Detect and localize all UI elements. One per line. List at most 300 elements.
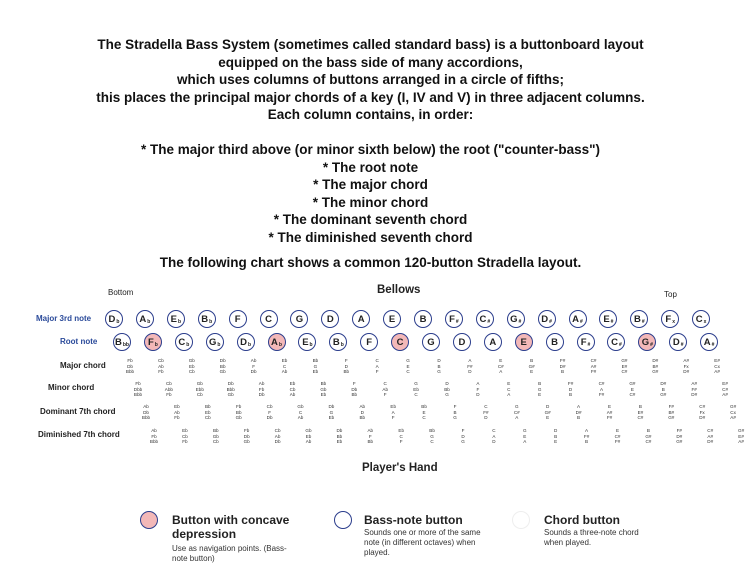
diminished-7th-button[interactable]: [300, 428, 318, 445]
diminished-7th-button[interactable]: [485, 428, 503, 445]
chord-note: D: [484, 415, 488, 421]
chord-note: D: [546, 404, 550, 409]
dominant-7th-button[interactable]: [137, 404, 155, 421]
chord-note: G: [453, 415, 457, 421]
chart-caption: The following chart shows a common 120-button Stradella layout.: [159, 255, 582, 270]
chord-note: Ab: [174, 409, 180, 415]
root-note-button[interactable]: [638, 333, 656, 351]
chord-note: Db: [143, 409, 149, 415]
diminished-7th-button[interactable]: [145, 428, 163, 445]
major-chord-button[interactable]: [214, 358, 232, 375]
chord-note: B: [569, 392, 573, 398]
intro-line: Each column contains, in order:: [267, 107, 474, 123]
chord-note: F: [375, 369, 379, 375]
chord-note: G#: [652, 369, 659, 375]
diminished-7th-button[interactable]: [578, 428, 596, 445]
intro-line: * The root note: [322, 159, 419, 175]
major-third-button[interactable]: [229, 310, 247, 328]
chord-note: D: [344, 363, 348, 369]
major-chord-button[interactable]: [615, 358, 633, 375]
root-note-button[interactable]: [422, 333, 440, 351]
chord-note: Db: [219, 358, 226, 363]
chord-note: E: [530, 369, 534, 375]
chord-note: C#: [621, 369, 628, 375]
chord-note: Cb: [196, 392, 203, 398]
note-letter: C: [396, 336, 404, 348]
root-note-button[interactable]: [268, 333, 286, 351]
chord-note: Gb: [320, 386, 327, 392]
major-third-button[interactable]: [105, 310, 123, 328]
dominant-7th-button[interactable]: [662, 404, 680, 421]
chord-note: F: [399, 439, 403, 445]
root-note-button[interactable]: [298, 333, 316, 351]
chord-note: G: [414, 381, 418, 386]
note-letter: F: [147, 336, 154, 348]
major-chord-button[interactable]: [121, 358, 139, 375]
chord-note: A: [499, 369, 503, 375]
chord-note: G: [461, 439, 465, 445]
chord-note: B: [453, 409, 457, 415]
intro-line: this places the principal major chords of a key (I, IV and V) in three adjacent columns.: [96, 89, 645, 105]
accidental: b: [209, 319, 213, 325]
chord-note: Bbb: [133, 392, 143, 398]
major-chord-button[interactable]: [245, 358, 263, 375]
note-letter: A: [139, 313, 147, 325]
chord-note: F: [344, 358, 348, 363]
note-letter: C: [178, 336, 186, 348]
note-letter: F: [234, 313, 241, 325]
dominant-7th-button[interactable]: [168, 404, 186, 421]
chord-note: Fb: [166, 392, 172, 398]
note-letter: G: [510, 313, 518, 325]
diminished-7th-button[interactable]: [516, 428, 534, 445]
major-chord-button[interactable]: [276, 358, 294, 375]
chord-note: G: [430, 433, 434, 439]
root-note-button[interactable]: [206, 333, 224, 351]
chord-note: Db: [127, 363, 133, 369]
major-chord-button[interactable]: [554, 358, 572, 375]
chord-note: E: [422, 409, 426, 415]
chord-note: C: [484, 404, 488, 409]
legend-bass-title: Bass-note button: [364, 513, 463, 527]
note-letter: D: [672, 336, 680, 348]
chord-note: Eb: [188, 363, 195, 369]
minor-chord-button[interactable]: [531, 381, 549, 398]
note-letter: D: [326, 313, 334, 325]
chord-note: Bb: [320, 381, 327, 386]
chord-note: D#: [707, 439, 714, 445]
chord-note: F#: [467, 363, 473, 369]
root-note-button[interactable]: [700, 333, 718, 351]
diminished-7th-button[interactable]: [609, 428, 627, 445]
major-chord-button[interactable]: [306, 358, 324, 375]
chord-note: Db: [250, 369, 257, 375]
chord-note: Gb: [227, 392, 234, 398]
intro-line: * The minor chord: [312, 194, 429, 210]
major-chord-button[interactable]: [708, 358, 726, 375]
dominant-7th-button[interactable]: [601, 404, 619, 421]
chord-note: G: [329, 409, 334, 415]
minor-chord-button[interactable]: [500, 381, 518, 398]
dominant-7th-button[interactable]: [631, 404, 649, 421]
note-letter: F: [449, 313, 455, 325]
chord-note: Bb: [421, 404, 427, 409]
legend-concave-desc: Use as navigation points. (Bass-note button): [172, 544, 287, 563]
root-note-button[interactable]: [144, 333, 162, 351]
note-letter: E: [170, 313, 177, 325]
major-third-button[interactable]: [569, 310, 587, 328]
minor-chord-button[interactable]: [716, 381, 734, 398]
chord-note: Bbb: [226, 386, 235, 392]
minor-chord-button[interactable]: [685, 381, 703, 398]
row-label-major-third: Major 3rd note: [36, 314, 92, 323]
root-note-button[interactable]: [669, 333, 687, 351]
note-letter: F: [366, 336, 373, 348]
chord-note: E: [499, 358, 503, 363]
chord-note: Ab: [305, 439, 312, 445]
chord-note: F: [453, 404, 457, 409]
minor-chord-button[interactable]: [407, 381, 425, 398]
chord-note: C#: [707, 428, 714, 433]
chord-note: C#: [637, 415, 644, 421]
concave-button-icon: [140, 511, 158, 529]
root-note-button[interactable]: [546, 333, 564, 351]
chord-note: E: [615, 428, 620, 433]
major-third-button[interactable]: [692, 310, 710, 328]
dominant-7th-button[interactable]: [353, 404, 371, 421]
dominant-7th-button[interactable]: [508, 404, 526, 421]
chord-note: F#: [668, 404, 674, 409]
chord-note: G: [523, 428, 527, 433]
intro-line: which uses columns of buttons arranged in a circle of fifths;: [176, 72, 565, 88]
chord-note: C#: [513, 409, 520, 415]
major-chord-button[interactable]: [461, 358, 479, 375]
chord-note: A: [375, 363, 379, 369]
chord-note: Ab: [297, 415, 304, 421]
major-third-button[interactable]: [260, 310, 278, 328]
chord-note: E: [630, 386, 634, 392]
chord-note: Bb: [204, 404, 211, 409]
accidental: b: [147, 319, 151, 325]
chord-note: Gb: [219, 369, 226, 375]
chord-note: Db: [227, 381, 234, 386]
dominant-7th-button[interactable]: [230, 404, 248, 421]
note-letter: A: [357, 313, 365, 325]
chord-note: Ab: [250, 358, 257, 363]
major-third-button[interactable]: [321, 310, 339, 328]
intro-gap: [0, 124, 741, 141]
chord-note: D#: [652, 358, 659, 363]
minor-chord-button[interactable]: [562, 381, 580, 398]
major-third-button[interactable]: [414, 310, 432, 328]
chord-note: A: [523, 439, 527, 445]
diminished-7th-button[interactable]: [423, 428, 441, 445]
major-third-button[interactable]: [476, 310, 494, 328]
row-label-minor-chord: Minor chord: [48, 383, 95, 392]
note-letter: A: [271, 336, 278, 348]
chord-note: E#: [637, 409, 644, 415]
root-note-button[interactable]: [113, 333, 131, 351]
chord-note: Bb: [429, 428, 435, 433]
chord-note: Fb: [158, 369, 164, 375]
chord-note: B: [437, 363, 441, 369]
diminished-7th-button[interactable]: [454, 428, 472, 445]
intro-line: * The major third above (or minor sixth below) the root ("counter-bass"): [140, 141, 601, 157]
legend-chord-title: Chord button: [544, 513, 620, 527]
chord-note: C#: [497, 363, 504, 369]
root-note-button[interactable]: [515, 333, 533, 351]
chord-note: G#: [660, 392, 667, 398]
major-third-button[interactable]: [167, 310, 185, 328]
diminished-7th-button[interactable]: [732, 428, 750, 445]
chord-note: Fb: [127, 358, 133, 363]
minor-chord-button[interactable]: [438, 381, 456, 398]
minor-chord-button[interactable]: [623, 381, 641, 398]
chord-note: Eb: [320, 392, 327, 398]
chord-note: Cb: [181, 433, 188, 439]
diminished-7th-button[interactable]: [639, 428, 657, 445]
chord-note: A#: [606, 409, 613, 415]
chord-note: Bb: [336, 433, 343, 439]
minor-chord-button[interactable]: [222, 381, 240, 398]
chord-note: F#: [691, 386, 697, 392]
minor-chord-button[interactable]: [469, 381, 487, 398]
chord-note: A#: [730, 415, 736, 421]
chord-note: B: [561, 369, 565, 375]
major-chord-button[interactable]: [183, 358, 201, 375]
chord-note: A#: [714, 369, 720, 375]
chord-note: D#: [559, 363, 566, 369]
minor-chord-button[interactable]: [376, 381, 394, 398]
chord-note: Ab: [382, 386, 388, 392]
chord-note: B: [577, 415, 581, 421]
root-note-button[interactable]: [484, 333, 502, 351]
chord-note: Fb: [182, 439, 188, 445]
chord-note: C: [422, 415, 426, 421]
chord-note: C: [507, 386, 511, 392]
chord-note: F#: [583, 433, 590, 439]
diminished-7th-button[interactable]: [361, 428, 379, 445]
major-third-button[interactable]: [198, 310, 216, 328]
major-chord-button[interactable]: [152, 358, 170, 375]
chord-note: E: [554, 439, 558, 445]
accidental: #: [680, 342, 684, 348]
chord-note: G#: [730, 404, 737, 409]
root-note-button[interactable]: [329, 333, 347, 351]
chord-note: Fb: [258, 386, 265, 392]
chord-note: A: [515, 415, 519, 421]
major-third-button[interactable]: [538, 310, 556, 328]
root-note-button[interactable]: [175, 333, 193, 351]
major-third-button[interactable]: [599, 310, 617, 328]
chord-note: Cb: [266, 404, 273, 409]
major-third-button[interactable]: [445, 310, 463, 328]
chord-note: D: [554, 428, 558, 433]
top-label: Top: [664, 290, 677, 299]
note-letter: C: [695, 313, 703, 325]
dominant-7th-button[interactable]: [261, 404, 279, 421]
chord-note: Abb: [164, 386, 173, 392]
accidental: bb: [122, 342, 129, 348]
accidental: #: [610, 319, 614, 325]
root-note-button[interactable]: [577, 333, 595, 351]
minor-chord-button[interactable]: [253, 381, 271, 398]
chord-note: C: [375, 358, 379, 363]
chord-note: A#: [590, 363, 597, 369]
bass-note-button-icon: [334, 511, 352, 529]
dominant-7th-button[interactable]: [539, 404, 557, 421]
chord-note: Gb: [188, 358, 195, 363]
chord-note: F#: [590, 369, 597, 375]
minor-chord-button[interactable]: [191, 381, 209, 398]
chord-note: A: [507, 392, 511, 398]
dominant-7th-button[interactable]: [570, 404, 588, 421]
root-note-button[interactable]: [453, 333, 471, 351]
diminished-7th-button[interactable]: [547, 428, 565, 445]
chord-note: Gb: [305, 428, 312, 433]
chord-note: D: [492, 439, 496, 445]
chord-note: Cb: [274, 428, 281, 433]
diminished-7th-button[interactable]: [330, 428, 348, 445]
chord-note: C: [492, 428, 496, 433]
chord-note: Bb: [219, 363, 226, 369]
dominant-7th-button[interactable]: [415, 404, 433, 421]
chord-note: Eb: [289, 381, 296, 386]
chord-note: Eb: [413, 386, 419, 392]
major-chord-button[interactable]: [523, 358, 541, 375]
chord-note: Ab: [151, 428, 157, 433]
accidental: #: [618, 342, 622, 348]
chord-note: E#: [621, 363, 628, 369]
dominant-7th-button[interactable]: [724, 404, 742, 421]
chord-note: G: [537, 386, 542, 392]
chord-note: Gb: [212, 433, 219, 439]
note-letter: C: [611, 336, 618, 348]
note-letter: E: [388, 313, 396, 325]
note-letter: G: [641, 336, 650, 348]
major-third-button[interactable]: [383, 310, 401, 328]
chord-note: B: [646, 428, 650, 433]
chord-note: B: [585, 439, 589, 445]
chord-note: Bb: [444, 386, 450, 392]
chord-note: Cb: [204, 415, 211, 421]
major-chord-button[interactable]: [646, 358, 664, 375]
chord-note: Gb: [235, 415, 242, 421]
chord-note: Eb: [390, 404, 396, 409]
chord-note: E: [406, 363, 410, 369]
chord-note: F: [252, 363, 255, 369]
accidental: #: [518, 319, 522, 325]
major-chord-button[interactable]: [368, 358, 386, 375]
dominant-7th-button[interactable]: [292, 404, 310, 421]
row-label-diminished-chord: Diminished 7th chord: [38, 430, 120, 439]
diminished-7th-button[interactable]: [670, 428, 688, 445]
dominant-7th-button[interactable]: [199, 404, 217, 421]
chord-note: Gb: [243, 439, 250, 445]
chord-note: D#: [676, 433, 683, 439]
minor-chord-button[interactable]: [654, 381, 672, 398]
intro-line: The Stradella Bass System (sometimes called standard bass) is a buttonboard layout: [97, 37, 644, 52]
major-chord-button[interactable]: [492, 358, 510, 375]
accidental: #: [487, 319, 491, 325]
major-third-button[interactable]: [136, 310, 154, 328]
chord-note: Ab: [258, 381, 265, 386]
chord-note: Bbb: [149, 439, 159, 445]
chord-note: Ebb: [195, 386, 204, 392]
root-note-button[interactable]: [360, 333, 378, 351]
major-third-button[interactable]: [507, 310, 525, 328]
note-letter: E: [302, 336, 309, 348]
major-third-button[interactable]: [290, 310, 308, 328]
chord-note: D#: [699, 415, 706, 421]
minor-chord-button[interactable]: [314, 381, 332, 398]
major-third-button[interactable]: [630, 310, 648, 328]
chord-note: C#: [629, 392, 636, 398]
chord-note: F: [268, 409, 271, 415]
dominant-7th-button[interactable]: [477, 404, 495, 421]
dominant-7th-button[interactable]: [693, 404, 711, 421]
diminished-7th-button[interactable]: [392, 428, 410, 445]
chord-note: Gb: [297, 404, 304, 409]
chord-note: Db: [266, 415, 273, 421]
chord-note: E: [607, 404, 612, 409]
major-chord-button[interactable]: [430, 358, 448, 375]
chord-note: C: [282, 363, 287, 369]
diminished-7th-button[interactable]: [176, 428, 194, 445]
major-chord-button[interactable]: [677, 358, 695, 375]
accidental: #: [549, 319, 552, 325]
chord-note: E#: [722, 381, 728, 386]
intro-line: * The diminished seventh chord: [268, 229, 473, 245]
minor-chord-button[interactable]: [593, 381, 611, 398]
root-note-button[interactable]: [237, 333, 255, 351]
dominant-7th-button[interactable]: [384, 404, 402, 421]
minor-chord-button[interactable]: [284, 381, 302, 398]
major-third-button[interactable]: [661, 310, 679, 328]
chord-note: C#: [722, 386, 729, 392]
chord-note: A: [492, 433, 496, 439]
chord-note: Eb: [182, 428, 188, 433]
major-chord-button[interactable]: [399, 358, 417, 375]
chord-note: Bb: [359, 415, 366, 421]
note-letter: D: [240, 336, 247, 348]
major-chord-button[interactable]: [337, 358, 355, 375]
major-chord-button[interactable]: [585, 358, 603, 375]
root-note-button[interactable]: [391, 333, 409, 351]
chord-note: G#: [676, 439, 683, 445]
diminished-7th-button[interactable]: [238, 428, 256, 445]
root-note-button[interactable]: [607, 333, 625, 351]
note-letter: D: [458, 336, 466, 348]
diminished-7th-button[interactable]: [207, 428, 225, 445]
diminished-7th-button[interactable]: [701, 428, 719, 445]
minor-chord-button[interactable]: [345, 381, 363, 398]
minor-chord-button[interactable]: [160, 381, 178, 398]
chord-note: F#: [676, 428, 682, 433]
chord-note: Db: [351, 386, 358, 392]
chord-note: Bbb: [125, 369, 135, 375]
dominant-7th-button[interactable]: [322, 404, 340, 421]
chord-note: G#: [629, 381, 636, 386]
chord-note: Gb: [196, 381, 203, 386]
dominant-7th-button[interactable]: [446, 404, 464, 421]
diminished-7th-button[interactable]: [269, 428, 287, 445]
chord-button-icon: [512, 511, 530, 529]
chord-note: F#: [606, 415, 613, 421]
minor-chord-button[interactable]: [129, 381, 147, 398]
major-third-button[interactable]: [352, 310, 370, 328]
chord-note: Bb: [312, 358, 319, 363]
